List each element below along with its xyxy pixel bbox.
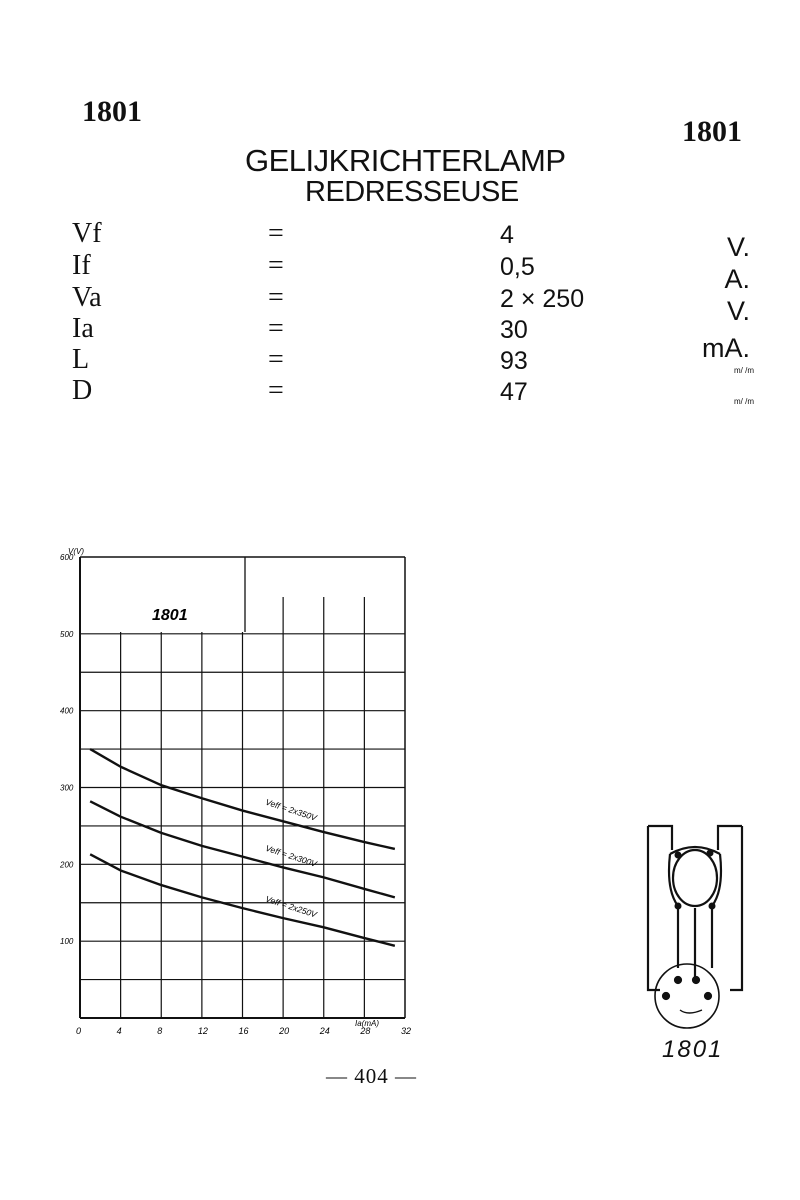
spec-row-vf [0, 218, 800, 262]
spec-unit: mA. [701, 333, 750, 363]
spec-unit: A. [724, 264, 750, 294]
x-tick-label: 8 [157, 1026, 163, 1036]
x-tick-label: 12 [197, 1026, 208, 1036]
schematic-label: 1801 [662, 1036, 724, 1063]
spec-equals: = [268, 250, 284, 281]
spec-row-d [0, 375, 800, 407]
x-tick-label: 24 [319, 1026, 330, 1036]
y-axis-label: V(V) [68, 547, 84, 556]
pin-schematic [630, 820, 760, 1040]
x-tick-label: 4 [116, 1026, 122, 1036]
spec-equals: = [268, 344, 284, 375]
spec-symbol: Ia [72, 313, 94, 344]
x-tick-label: 28 [360, 1026, 371, 1036]
spec-row-l [0, 344, 800, 376]
y-tick-label: 400 [60, 706, 74, 716]
x-tick-label: 32 [401, 1026, 412, 1036]
title-french: REDRESSEUSE [305, 176, 519, 208]
filament-junction [709, 903, 716, 910]
chart-title: 1801 [152, 607, 188, 624]
spec-value: 0,5 [500, 253, 535, 281]
tube-code-right: 1801 [682, 115, 742, 148]
spec-unit: V. [726, 232, 750, 262]
spec-value: 93 [500, 347, 528, 375]
spec-unit: V. [726, 296, 750, 326]
spec-row-va [0, 282, 800, 326]
spec-equals: = [268, 282, 284, 313]
x-tick-label: 16 [238, 1026, 249, 1036]
spec-equals: = [268, 313, 284, 344]
spec-symbol: Va [72, 282, 102, 313]
schematic-lead-right [718, 826, 742, 990]
spec-symbol: Vf [72, 218, 102, 249]
series-label: Veff = 2x300V [264, 842, 319, 869]
y-tick-label: 100 [60, 937, 74, 947]
y-tick-label: 600 [60, 553, 74, 562]
title-dutch: GELIJKRICHTERLAMP [245, 143, 566, 178]
y-tick-label: 500 [60, 629, 74, 639]
filament-junction [675, 903, 682, 910]
x-axis-label: Ia(mA) [355, 1019, 379, 1028]
spec-row-if [0, 250, 800, 294]
spec-value: 2 × 250 [500, 285, 585, 313]
spec-symbol: D [72, 375, 93, 406]
tube-code-left: 1801 [82, 95, 142, 128]
filament-junction [675, 852, 682, 859]
base-pin [663, 993, 669, 999]
base-pin [693, 977, 699, 983]
spec-equals: = [268, 218, 284, 249]
spec-value: 4 [500, 221, 514, 249]
series-label: Veff = 2x350V [264, 796, 319, 823]
series-label: Veff = 2x250V [264, 893, 319, 920]
filament-junction [707, 850, 714, 857]
spec-value: 47 [500, 378, 528, 406]
spec-unit: m/ /m [734, 397, 754, 406]
schematic-lead-left [648, 826, 672, 990]
base-key [680, 1010, 702, 1013]
y-tick-label: 300 [60, 783, 74, 793]
schematic-anode-bulb [673, 850, 717, 906]
x-tick-label: 20 [279, 1026, 290, 1036]
spec-unit: m/ /m [734, 366, 754, 375]
x-tick-label: 0 [76, 1026, 82, 1036]
page-number: — 404 — [326, 1064, 417, 1088]
y-tick-label: 200 [60, 860, 74, 870]
spec-equals: = [268, 375, 284, 406]
base-pin [705, 993, 711, 999]
chart-grid-gap [245, 557, 405, 597]
spec-symbol: If [72, 250, 91, 281]
spec-value: 30 [500, 316, 528, 344]
characteristic-chart [40, 540, 420, 1050]
base-pin [675, 977, 681, 983]
spec-symbol: L [72, 344, 90, 375]
